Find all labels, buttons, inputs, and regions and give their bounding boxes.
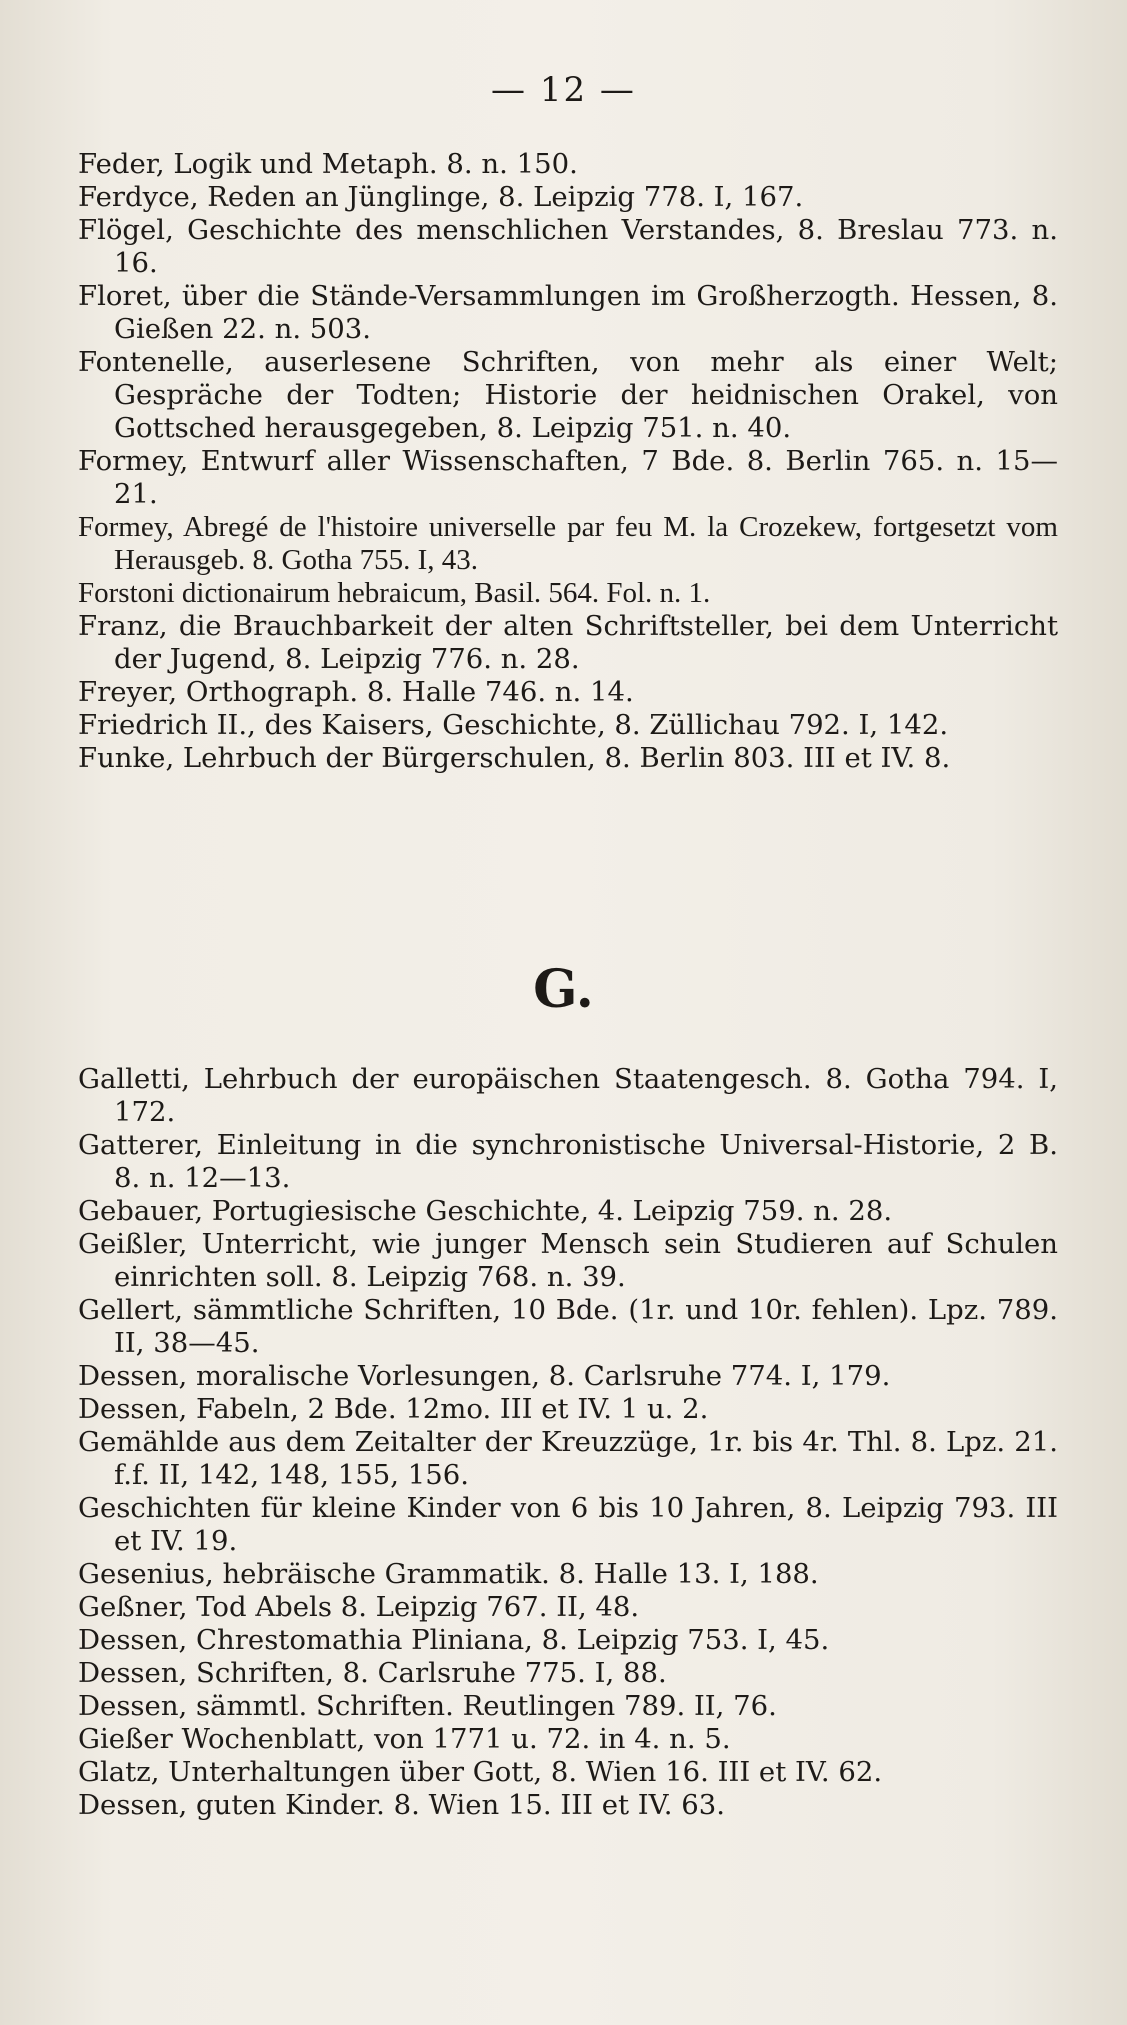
list-item: Fontenelle, auserlesene Schriften, von mehr als einer Welt; Gespräche der Todten; Historie der heidnischen Orakel, von Gottsched herausgegeben, 8. Leipzig 751. n. 40.: [78, 346, 1058, 444]
list-item: Gesenius, hebräische Grammatik. 8. Halle 13. I, 188.: [78, 1558, 819, 1590]
section-g-entries: [78, 1063, 1058, 1822]
list-item: Dessen, moralische Vorlesungen, 8. Carlsruhe 774. I, 179.: [78, 1360, 891, 1392]
page-number: — 12 —: [491, 70, 636, 110]
list-item: Funke, Lehrbuch der Bürgerschulen, 8. Berlin 803. III et IV. 8.: [78, 742, 951, 774]
list-item: Ferdyce, Reden an Jünglinge, 8. Leipzig 778. I, 167.: [78, 181, 804, 213]
list-item: Dessen, Chrestomathia Pliniana, 8. Leipzig 753. I, 45.: [78, 1624, 830, 1656]
list-item: Forstoni dictionairum hebraicum, Basil. 564. Fol. n. 1.: [78, 577, 711, 609]
list-item: Flögel, Geschichte des menschlichen Verstandes, 8. Breslau 773. n. 16.: [78, 214, 1058, 279]
list-item: Gatterer, Einleitung in die synchronistische Universal-Historie, 2 B. 8. n. 12—13.: [78, 1129, 1058, 1194]
section-letter-heading: G.: [533, 959, 594, 1020]
list-item: Friedrich II., des Kaisers, Geschichte, 8. Züllichau 792. I, 142.: [78, 709, 949, 741]
list-item: Dessen, guten Kinder. 8. Wien 15. III et IV. 63.: [78, 1789, 725, 1821]
section-f-entries: [78, 148, 1058, 775]
list-item: Gellert, sämmtliche Schriften, 10 Bde. (1r. und 10r. fehlen). Lpz. 789. II, 38—45.: [78, 1294, 1058, 1359]
list-item: Geschichten für kleine Kinder von 6 bis 10 Jahren, 8. Leipzig 793. III et IV. 19.: [78, 1492, 1058, 1557]
list-item: Galletti, Lehrbuch der europäischen Staatengesch. 8. Gotha 794. I, 172.: [78, 1063, 1058, 1128]
list-item: Formey, Abregé de l'histoire universelle par feu M. la Crozekew, fortgesetzt vom Herausgeb. 8. Gotha 755. I, 43.: [78, 511, 1058, 576]
list-item: Formey, Entwurf aller Wissenschaften, 7 Bde. 8. Berlin 765. n. 15—21.: [78, 445, 1058, 510]
list-item: Gießer Wochenblatt, von 1771 u. 72. in 4. n. 5.: [78, 1723, 731, 1755]
list-item: Floret, über die Stände-Versammlungen im Großherzogth. Hessen, 8. Gießen 22. n. 503.: [78, 280, 1058, 345]
list-item: Feder, Logik und Metaph. 8. n. 150.: [78, 148, 578, 180]
list-item: Franz, die Brauchbarkeit der alten Schriftsteller, bei dem Unterricht der Jugend, 8. Leipzig 776. n. 28.: [78, 610, 1058, 675]
list-item: Dessen, sämmtl. Schriften. Reutlingen 789. II, 76.: [78, 1690, 777, 1722]
list-item: Geßner, Tod Abels 8. Leipzig 767. II, 48.: [78, 1591, 640, 1623]
list-item: Freyer, Orthograph. 8. Halle 746. n. 14.: [78, 676, 634, 708]
list-item: Geißler, Unterricht, wie junger Mensch sein Studieren auf Schulen einrichten soll. 8. Leipzig 768. n. 39.: [78, 1228, 1058, 1293]
list-item: Gemählde aus dem Zeitalter der Kreuzzüge, 1r. bis 4r. Thl. 8. Lpz. 21. f.f. II, 142, 148, 155, 156.: [78, 1426, 1058, 1491]
list-item: Glatz, Unterhaltungen über Gott, 8. Wien 16. III et IV. 62.: [78, 1756, 883, 1788]
list-item: Gebauer, Portugiesische Geschichte, 4. Leipzig 759. n. 28.: [78, 1195, 893, 1227]
list-item: Dessen, Fabeln, 2 Bde. 12mo. III et IV. 1 u. 2.: [78, 1393, 709, 1425]
list-item: Dessen, Schriften, 8. Carlsruhe 775. I, 88.: [78, 1657, 667, 1689]
